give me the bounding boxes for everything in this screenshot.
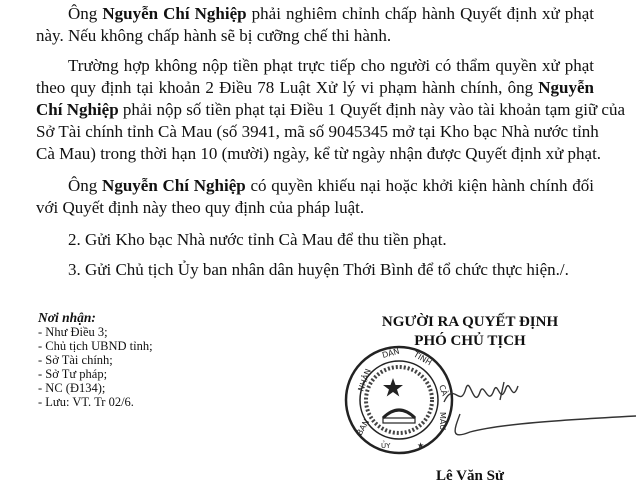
recipient-item: - Sở Tài chính; (38, 353, 113, 367)
handwritten-signature-icon (440, 370, 640, 455)
svg-text:ỦY: ỦY (381, 442, 391, 450)
recipient-item: - Chủ tịch UBND tỉnh; (38, 339, 153, 353)
paragraph-1-line-2: này. Nếu không chấp hành sẽ bị cưỡng chế thi hành. (36, 26, 392, 45)
svg-text:NHÂN: NHÂN (356, 367, 373, 393)
svg-text:BAN: BAN (354, 417, 372, 437)
svg-text:CÀ: CÀ (437, 383, 450, 398)
text: phải nộp số tiền phạt tại Điều 1 Quyết định này vào tài khoản tạm giữ của (118, 100, 626, 119)
paragraph-2-line-5: Cà Mau) trong thời hạn 10 (mười) ngày, kể từ ngày nhận được Quyết định xử phạt. (36, 144, 602, 163)
person-name: Nguyễn Chí Nghiệp (102, 176, 246, 195)
svg-text:TỈNH: TỈNH (412, 349, 434, 368)
item-2: 2. Gửi Kho bạc Nhà nước tỉnh Cà Mau để thu tiền phạt. (68, 230, 447, 249)
recipient-item: - Lưu: VT. Tr 02/6. (38, 395, 134, 409)
svg-text:DÂN: DÂN (381, 346, 401, 360)
recipients-title: Nơi nhận: (38, 310, 96, 325)
signer-name: Lê Văn Sử (436, 468, 504, 484)
text: có quyền khiếu nại hoặc khởi kiện hành chính đối (245, 176, 595, 195)
paragraph-2-line-3 (36, 99, 626, 121)
signature-title: NGƯỜI RA QUYẾT ĐỊNH (381, 314, 559, 330)
paragraph-3-line-2: với Quyết định này theo quy định của pháp luật. (36, 198, 365, 217)
recipient-item: - NC (Đ134); (38, 381, 106, 395)
person-name: Nguyễn Chí Nghiệp (102, 4, 247, 23)
text: phải nghiêm chỉnh chấp hành Quyết định xử phạt (246, 4, 595, 23)
official-seal-icon (343, 344, 455, 461)
paragraph-3-line-1 (68, 175, 594, 197)
paragraph-2-line-2 (36, 77, 594, 99)
recipients-list (38, 311, 153, 409)
item-3: 3. Gửi Chủ tịch Ủy ban nhân dân huyện Thới Bình để tổ chức thực hiện./. (68, 260, 569, 279)
text: theo quy định tại khoản 2 Điều 78 Luật Xử lý vi phạm hành chính, ông (36, 78, 539, 97)
paragraph-2-line-4: Sở Tài chính tỉnh Cà Mau (số 3941, mã số 9045345 mở tại Kho bạc Nhà nước tỉnh (36, 122, 599, 141)
paragraph-2-line-1: Trường hợp không nộp tiền phạt trực tiếp cho người có thẩm quyền xử phạt (68, 56, 594, 75)
text: Ông (68, 4, 103, 23)
person-name: Chí Nghiệp (36, 100, 119, 119)
paragraph-1-line-1 (68, 3, 594, 25)
person-name: Nguyễn (538, 78, 594, 97)
recipient-item: - Như Điều 3; (38, 325, 108, 339)
text: Ông (68, 176, 103, 195)
svg-text:MAU: MAU (438, 412, 447, 431)
recipient-item: - Sở Tư pháp; (38, 367, 108, 381)
signature-position: PHÓ CHỦ TỊCH (414, 333, 526, 349)
svg-text:★: ★ (417, 441, 425, 450)
